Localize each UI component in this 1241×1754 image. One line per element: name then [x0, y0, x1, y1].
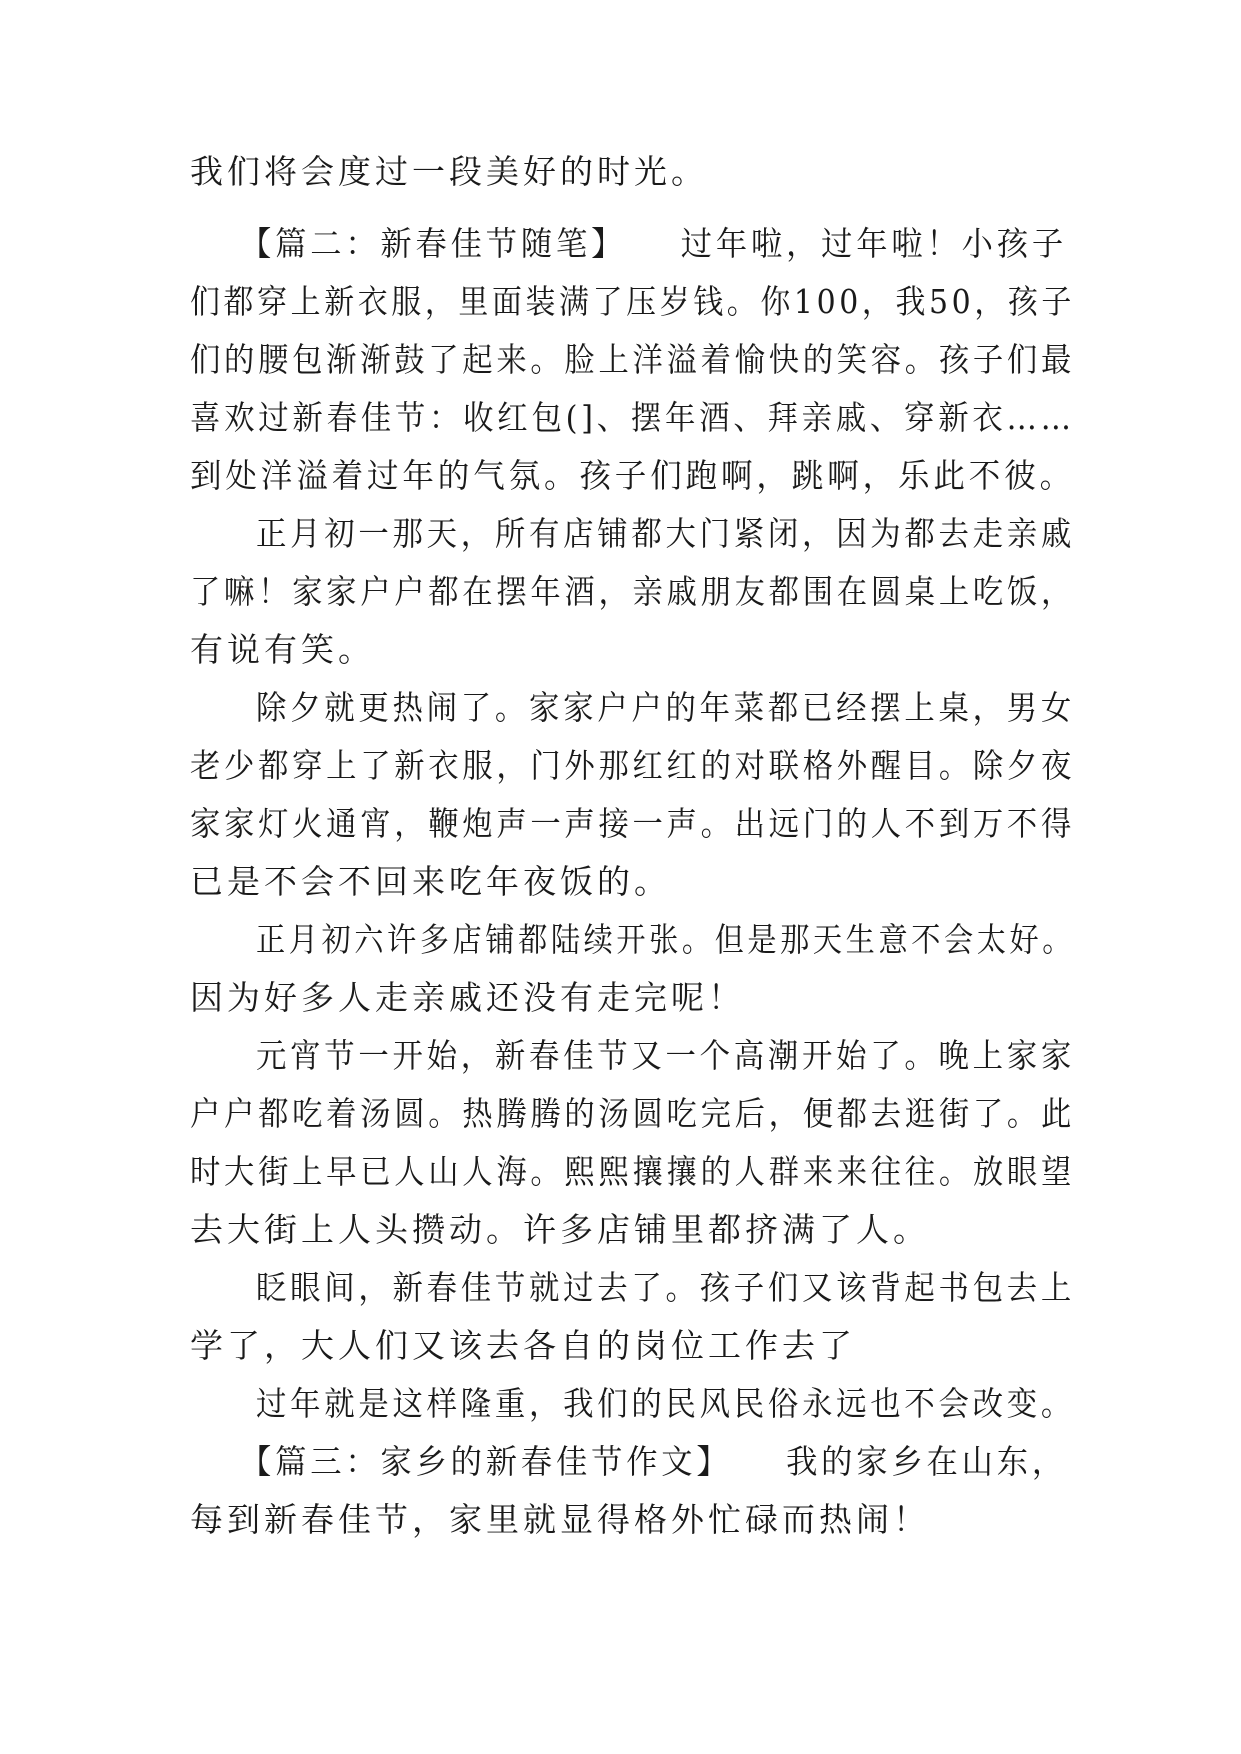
text-line: 户户都吃着汤圆。热腾腾的汤圆吃完后，便都去逛街了。此: [190, 1094, 1075, 1133]
text-line: 【篇三：家乡的新春佳节作文】 我的家乡在山东，: [240, 1442, 1067, 1481]
text-line: 了嘛！家家户户都在摆年酒，亲戚朋友都围在圆桌上吃饭，: [190, 572, 1075, 611]
text-line: 正月初一那天，所有店铺都大门紧闭，因为都去走亲戚: [256, 514, 1075, 553]
text-line: 我们将会度过一段美好的时光。: [190, 152, 708, 191]
text-line: 眨眼间，新春佳节就过去了。孩子们又该背起书包去上: [256, 1268, 1075, 1307]
text-line: 老少都穿上了新衣服，门外那红红的对联格外醒目。除夕夜: [190, 746, 1075, 785]
text-line: 们的腰包渐渐鼓了起来。脸上洋溢着愉快的笑容。孩子们最: [190, 340, 1075, 379]
text-line: 时大街上早已人山人海。熙熙攘攘的人群来来往往。放眼望: [190, 1152, 1075, 1191]
text-line: 【篇二：新春佳节随笔】 过年啦，过年啦！小孩子: [240, 224, 1067, 263]
text-line: 每到新春佳节，家里就显得格外忙碌而热闹！: [190, 1500, 930, 1539]
text-line: 家家灯火通宵，鞭炮声一声接一声。出远门的人不到万不得: [190, 804, 1075, 843]
text-line: 有说有笑。: [190, 630, 375, 669]
text-line: 到处洋溢着过年的气氛。孩子们跑啊，跳啊，乐此不彼。: [190, 456, 1075, 495]
text-line: 除夕就更热闹了。家家户户的年菜都已经摆上桌，男女: [256, 688, 1075, 727]
text-line: 喜欢过新春佳节：收红包(]、摆年酒、拜亲戚、穿新衣……: [190, 398, 1075, 437]
text-line: 们都穿上新衣服，里面装满了压岁钱。你100，我50，孩子: [190, 282, 1075, 321]
text-line: 学了，大人们又该去各自的岗位工作去了: [190, 1326, 856, 1365]
text-line: 去大街上人头攒动。许多店铺里都挤满了人。: [190, 1210, 930, 1249]
text-line: 元宵节一开始，新春佳节又一个高潮开始了。晚上家家: [256, 1036, 1075, 1075]
text-line: 正月初六许多店铺都陆续开张。但是那天生意不会太好。: [256, 920, 1075, 959]
text-line: 已是不会不回来吃年夜饭的。: [190, 862, 671, 901]
text-line: 过年就是这样隆重，我们的民风民俗永远也不会改变。: [256, 1384, 1075, 1423]
text-line: 因为好多人走亲戚还没有走完呢！: [190, 978, 745, 1017]
